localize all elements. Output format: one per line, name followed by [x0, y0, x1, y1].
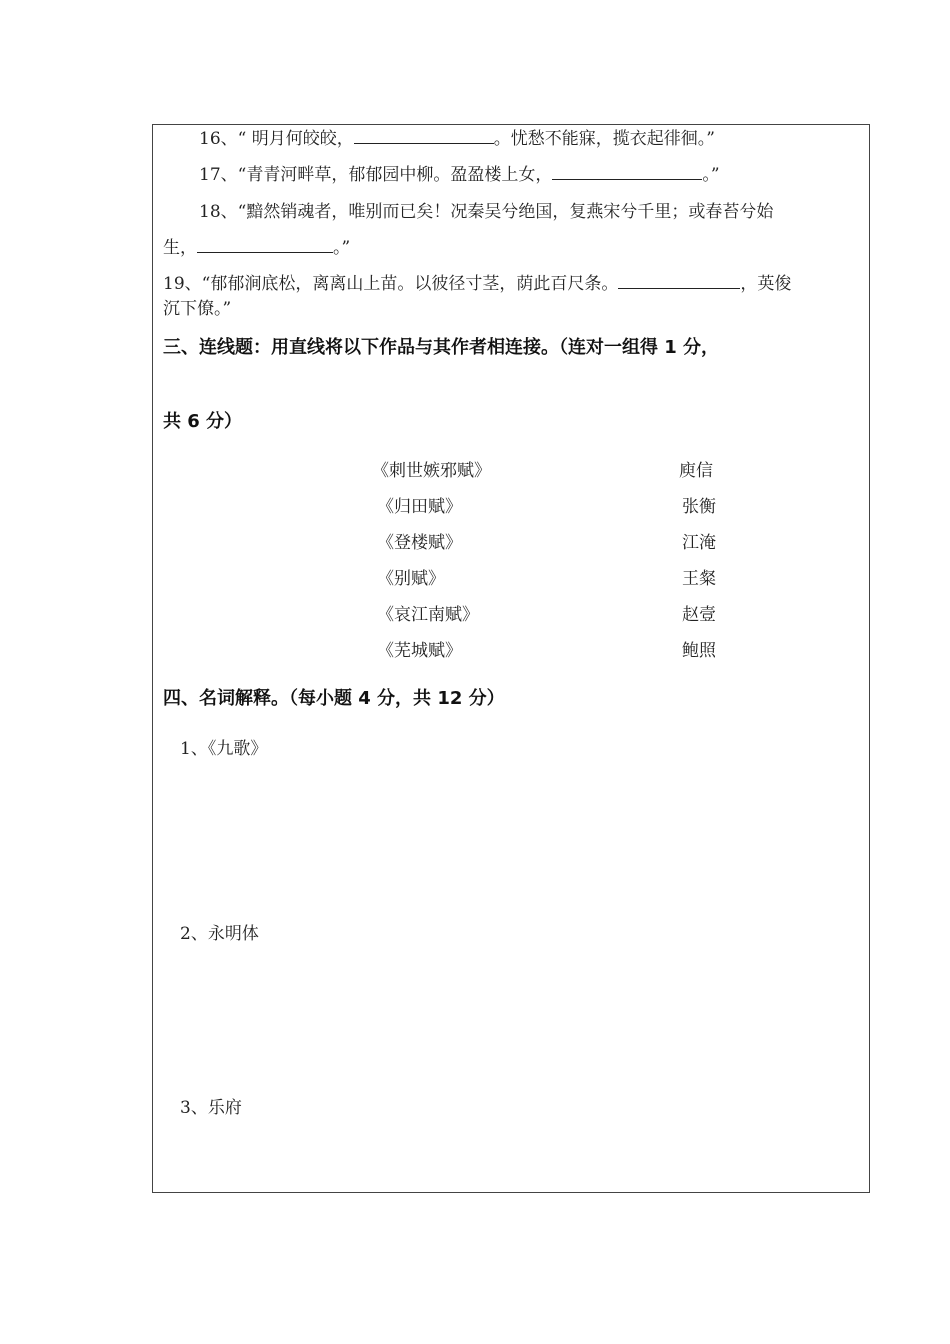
question-number: 19、: [163, 274, 202, 294]
section-3-title-line2: 共 6 分）: [163, 411, 243, 432]
answer-blank[interactable]: [618, 274, 740, 289]
question-19-line2: [163, 298, 231, 320]
work-item[interactable]: 《哀江南赋》: [377, 605, 479, 625]
author-item[interactable]: 江淹: [682, 533, 716, 553]
author-item[interactable]: 鲍照: [682, 641, 716, 661]
question-18-line1: [199, 201, 773, 223]
question-16: [199, 128, 715, 150]
question-text: “黯然销魂者，唯别而已矣！况秦吴兮绝国，复燕宋兮千里；或春苔兮始: [237, 202, 774, 222]
question-text: 。”: [702, 165, 720, 185]
question-number: 16、: [199, 129, 238, 149]
question-text: 沉下僚。”: [163, 299, 232, 319]
question-text: “郁郁涧底松，离离山上苗。以彼径寸茎，荫此百尺条。: [201, 274, 619, 294]
question-17: [199, 164, 720, 186]
work-item[interactable]: 《登楼赋》: [377, 533, 462, 553]
question-text: “青青河畔草，郁郁园中柳。盈盈楼上女，: [237, 165, 553, 185]
author-item[interactable]: 赵壹: [682, 605, 716, 625]
work-item[interactable]: 《芜城赋》: [377, 641, 462, 661]
answer-blank[interactable]: [354, 129, 494, 144]
work-item[interactable]: 《刺世嫉邪赋》: [372, 461, 491, 481]
question-text: 。”: [333, 238, 351, 258]
author-item[interactable]: 庾信: [679, 461, 713, 481]
question-number: 18、: [199, 202, 238, 222]
author-item[interactable]: 王粲: [682, 569, 716, 589]
section-3-title-line1: 三、连线题：用直线将以下作品与其作者相连接。（连对一组得 1 分，: [163, 337, 720, 358]
term-item: 3、乐府: [180, 1098, 242, 1118]
term-item: 1、《九歌》: [180, 739, 268, 759]
work-item[interactable]: 《别赋》: [377, 569, 445, 589]
author-item[interactable]: 张衡: [682, 497, 716, 517]
work-item[interactable]: 《归田赋》: [377, 497, 462, 517]
question-18-line2: [163, 237, 350, 259]
answer-blank[interactable]: [197, 238, 333, 253]
question-text: “ 明月何皎皎，: [237, 129, 354, 149]
question-19-line1: [163, 273, 791, 295]
question-number: 17、: [199, 165, 238, 185]
term-item: 2、永明体: [180, 924, 259, 944]
question-text: ，英俊: [740, 274, 792, 294]
answer-blank[interactable]: [552, 165, 702, 180]
section-4-title: 四、名词解释。（每小题 4 分，共 12 分）: [163, 688, 505, 709]
question-text: 生，: [163, 238, 197, 258]
question-text: 。忧愁不能寐，揽衣起徘徊。”: [493, 129, 715, 149]
